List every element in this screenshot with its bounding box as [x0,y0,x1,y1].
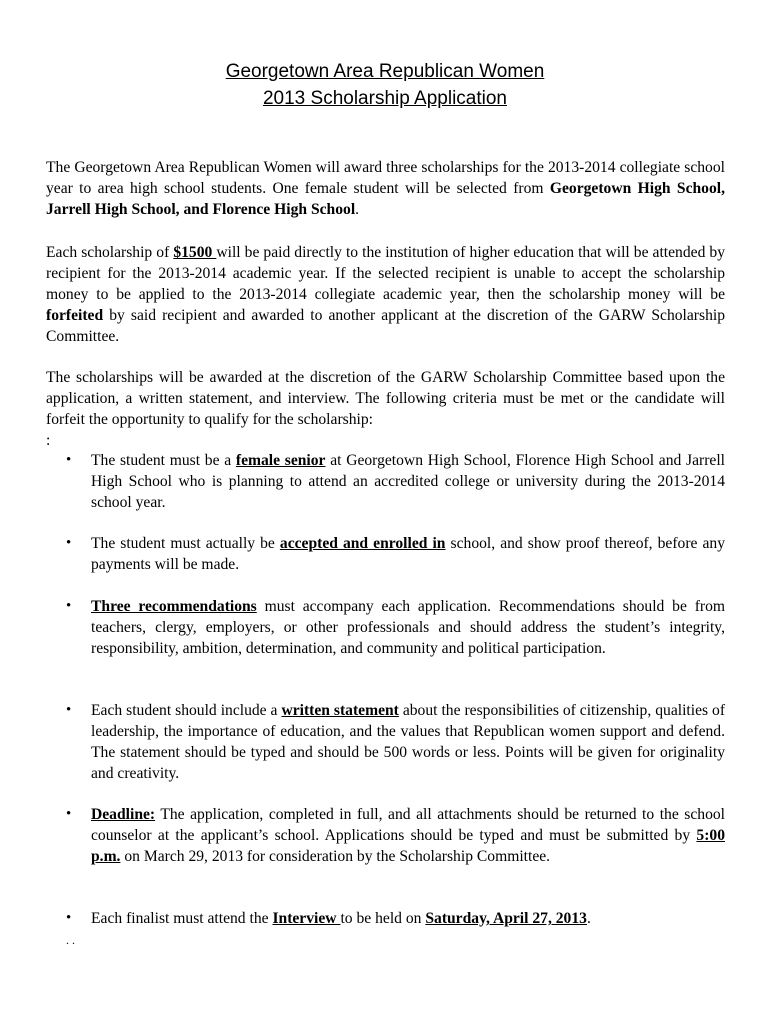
title-line-2: 2013 Scholarship Application [262,88,507,109]
amount-post: by said recipient and awarded to another applicant at the discretion of the GARW Scholarship Committee. [46,307,725,345]
intro-paragraph [46,157,725,220]
criteria-text: The student must actually be [91,535,280,552]
amount-mid: will be paid directly to the institution of higher education that will be attended by recipient for the 2013-2014 academic year. If the selected recipient is unable to accept the scholarship money to be applied to the 2013-2014 collegiate academic year, then the scholarship money will be [46,244,725,303]
title-line-1: Georgetown Area Republican Women [225,61,545,82]
criteria-text: The student must be a [91,452,236,469]
bullet-icon: • [66,702,72,718]
scholarship-amount-paragraph [46,242,725,347]
trailing-marks: . . [66,933,75,947]
bullet-icon: • [66,806,72,822]
criteria-key: accepted and enrolled in [279,535,446,552]
criteria-text: about the responsibilities of citizenship, qualities of leadership, the importance of education, and the values that Republican women support and defend. The statement should be typed and should be 500 words or less. Points will be given for originality and creativity. [91,702,726,782]
criteria-text: Each student should include a [91,702,282,719]
bullet-icon: • [66,535,72,551]
criteria-key: written statement [281,702,399,719]
criteria-text: school, and show proof thereof, before any payments will be made. [91,535,726,573]
deadline-time: 5:00 p.m. [91,827,725,865]
criteria-item-written-statement [46,700,725,784]
criteria-item-interview [46,908,725,929]
criteria-key: female senior [235,452,326,469]
scholarship-amount: $1500 [173,244,217,261]
stray-colon: : [46,432,51,449]
criteria-item-deadline [46,804,725,867]
bullet-icon: • [66,910,72,926]
interview-date: Saturday, April 27, 2013 [425,910,587,927]
criteria-text: Each finalist must attend the [91,910,273,927]
intro-end: . [355,201,360,218]
intro-text: The Georgetown Area Republican Women will award three scholarships for the 2013-2014 collegiate school year to area high school students. One female student will be selected from [46,159,725,197]
criteria-text: The application, completed in full, and all attachments should be returned to the school counselor at the applicant’s school. Applications should be typed and must be submitted by [91,806,725,844]
criteria-item-female-senior [46,450,725,513]
criteria-key: Three recommendations [91,598,257,615]
criteria-text: . [586,910,591,927]
forfeited-word: forfeited [46,307,104,324]
criteria-item-enrollment [46,533,725,575]
criteria-text: at Georgetown High School, Florence High School and Jarrell High School who is planning to attend an accredited college or university during the 2013-2014 school year. [91,452,726,511]
criteria-intro-paragraph: The scholarships will be awarded at the discretion of the GARW Scholarship Committee based upon the application, a written statement, and interview. The following criteria must be met or the candidate will forfeit the opportunity to qualify for the scholarship: [46,369,725,428]
bullet-icon: • [66,598,72,614]
criteria-item-recommendations [46,596,725,659]
bullet-icon: • [66,452,72,468]
schools-list: Georgetown High School, Jarrell High School, and Florence High School [46,180,725,218]
criteria-key: Interview [272,910,341,927]
criteria-text: must accompany each application. Recommendations should be from teachers, clergy, employers, or other professionals and should address the student’s integrity, responsibility, ambition, determination, and community and political participation. [91,598,726,657]
criteria-text: on March 29, 2013 for consideration by the Scholarship Committee. [120,848,551,865]
criteria-key: Deadline: [91,806,156,823]
criteria-text: to be held on [340,910,426,927]
amount-pre: Each scholarship of [46,244,174,261]
document-title [0,58,770,112]
